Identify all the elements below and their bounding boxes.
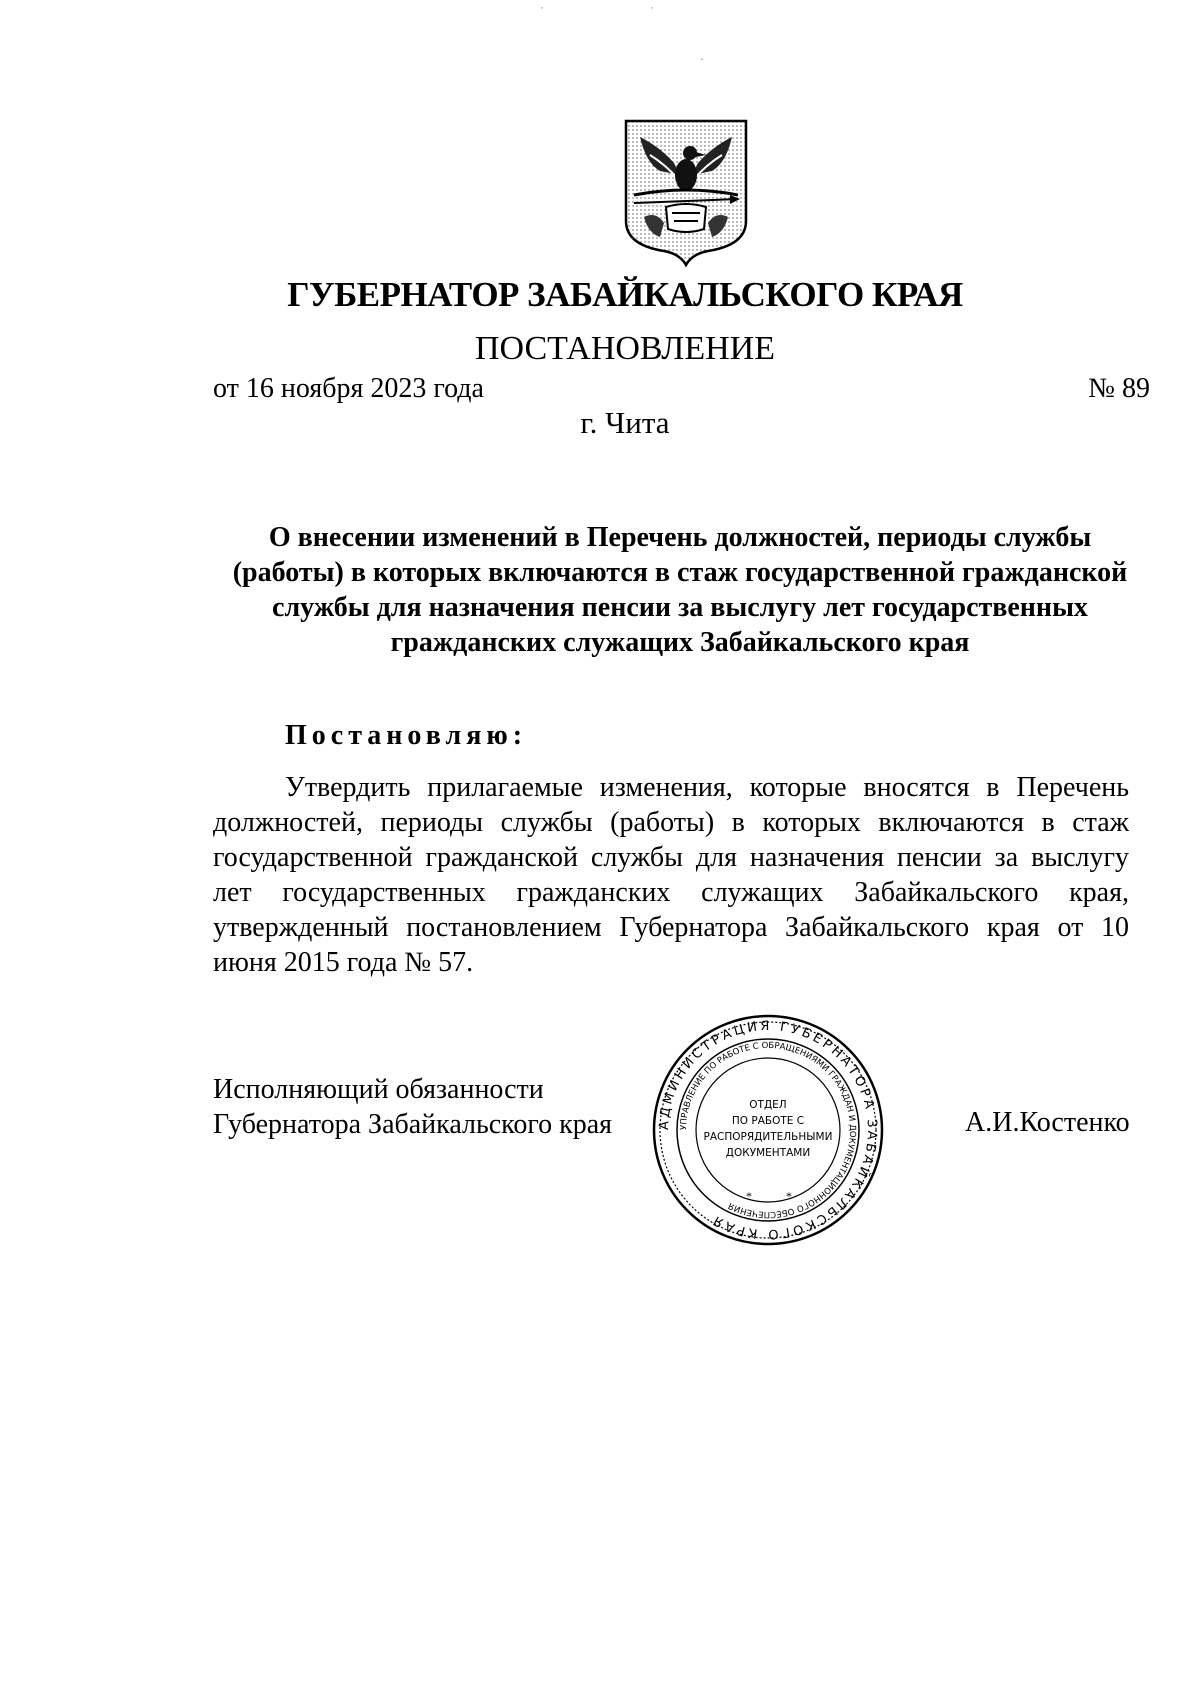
- scan-speck: ˙: [540, 4, 544, 18]
- document-title: О внесении изменений в Перечень должностей, периоды службы (работы) в которых включаются в стаж государственной гражданской службы для назначения пенсии за выслугу лет государственных гражданских служащих Забайкальского края: [232, 522, 1128, 658]
- scan-speck: ˙: [650, 4, 654, 18]
- stamp-center-line: РАСПОРЯДИТЕЛЬНЫМИ: [703, 1131, 833, 1143]
- scan-speck: ·: [700, 52, 704, 66]
- document-number: № 89: [1088, 373, 1150, 404]
- decree-word: Постановляю:: [285, 720, 528, 751]
- signatory-position-line2: Губернатора Забайкальского края: [213, 1109, 613, 1140]
- official-stamp-icon: [650, 1012, 886, 1248]
- document-date: от 16 ноября 2023 года: [213, 373, 484, 404]
- stamp-center-line: ОТДЕЛ: [749, 1099, 787, 1111]
- stamp-middle-text: УПРАВЛЕНИЕ ПО РАБОТЕ С ОБРАЩЕНИЯМИ ГРАЖДАН И ДОКУМЕНТАЦИОННОГО ОБЕСПЕЧЕНИЯ: [678, 1040, 858, 1220]
- signatory-name: А.И.Костенко: [965, 1107, 1130, 1138]
- stamp-center-line: ДОКУМЕНТАМИ: [725, 1147, 811, 1159]
- document-city: г. Чита: [580, 405, 670, 440]
- stamp-star-icon: *: [746, 1189, 752, 1203]
- stamp-star-icon: *: [786, 1189, 792, 1203]
- body-paragraph: Утвердить прилагаемые изменения, которые вносятся в Перечень должностей, периоды службы (работы) в которых включаются в стаж государственной гражданской службы для назначения пенсии за выслугу лет государственных гражданских служащих Забайкальского края, утвержденный постановлением Губернатора Забайкальского края от 10 июня 2015 года № 57.: [213, 772, 1129, 978]
- svg-text:УПРАВЛЕНИЕ ПО РАБОТЕ С ОБРАЩЕН: [679, 1041, 857, 1219]
- stamp-outer-text: АДМИНИСТРАЦИЯ ГУБЕРНАТОРА ЗАБАЙКАЛЬСКОГО КРАЯ: [656, 1018, 880, 1242]
- issuing-authority: ГУБЕРНАТОР ЗАБАЙКАЛЬСКОГО КРАЯ: [287, 275, 963, 314]
- document-type: ПОСТАНОВЛЕНИЕ: [474, 330, 776, 367]
- stamp-center-line: ПО РАБОТЕ С: [731, 1115, 805, 1127]
- signatory-position: [213, 1072, 612, 1142]
- signatory-position-line1: Исполняющий обязанности: [213, 1074, 544, 1105]
- coat-of-arms-icon: [620, 117, 752, 267]
